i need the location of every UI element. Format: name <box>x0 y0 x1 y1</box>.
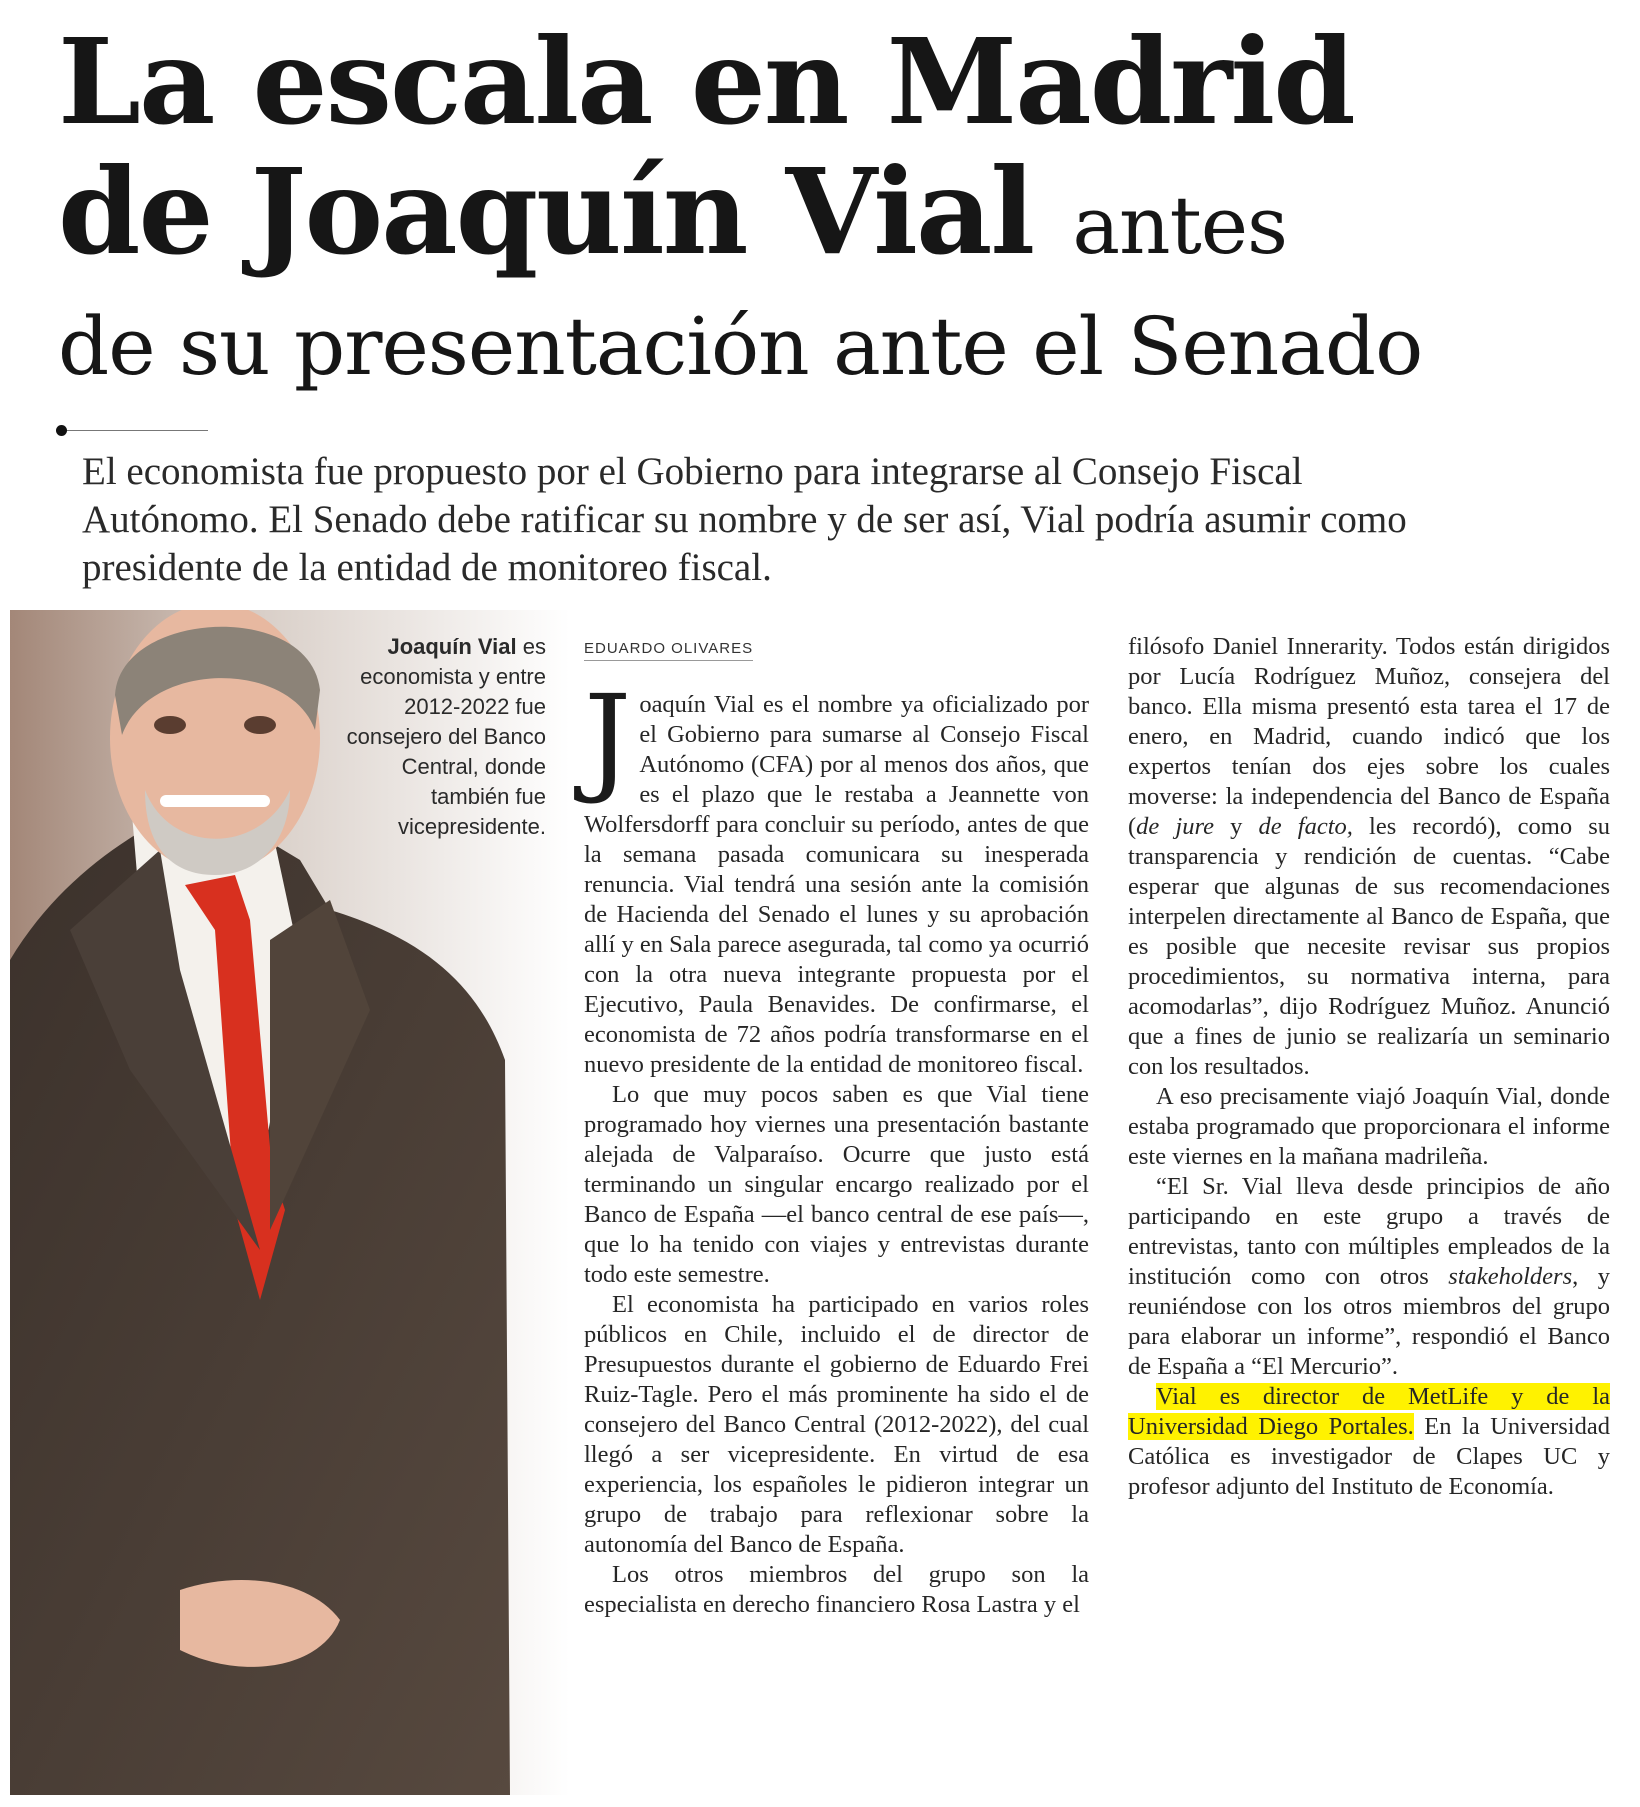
paragraph-text: , y reuniéndose con los otros miembros del grupo para elaborar un informe”, respondió el Banco de España a “El Mercurio”. <box>1128 1263 1611 1380</box>
article-paragraph <box>584 669 1089 1080</box>
article-paragraph <box>1128 632 1610 1082</box>
paragraph-emphasis: de facto, <box>1258 813 1353 840</box>
dropcap: J <box>584 669 632 807</box>
paragraph-emphasis: de jure <box>1136 813 1214 840</box>
paragraph-text: “El Sr. Vial lleva desde principios de año participando en este grupo a través de entrevistas, tanto con múltiples empleados de la institución como con otros <box>1128 1173 1610 1290</box>
deck-bullet-icon <box>56 425 67 436</box>
headline <box>58 12 1538 402</box>
deck-summary: El economista fue propuesto por el Gobierno para integrarse al Consejo Fiscal Autónomo. El Senado debe ratificar su nombre y de ser así, Vial podría asumir como presidente de la entidad de monitoreo fiscal. <box>82 450 1407 589</box>
article-paragraph <box>1128 1382 1610 1502</box>
caption-name: Joaquín Vial <box>387 634 517 659</box>
paragraph-text: oaquín Vial es el nombre ya oficializado por el Gobierno para sumarse al Consejo Fiscal Autónomo (CFA) por al menos dos años, que es el plazo que le restaba a Jeannette von Wolfersdorff para concluir su período, antes de que la semana pasada comunicara su inesperada renuncia. Vial tendrá una sesión ante la comisión de Hacienda del Senado el lunes y su aprobación allí y en Sala parece asegurada, tal como ya ocurrió con la otra nueva integrante propuesta por el Ejecutivo, Paula Benavides. De confirmarse, el economista de 72 años podría transformarse en el nuevo presidente de la entidad de monitoreo fiscal. <box>584 691 1089 1078</box>
article-paragraph <box>1128 1172 1610 1382</box>
highlighted-text: Vial es director de MetLife y de la Universidad Diego Portales. <box>1128 1383 1610 1440</box>
headline-line-2-light: antes <box>1072 179 1288 272</box>
deck-rule <box>58 430 208 431</box>
article-paragraph: El economista ha participado en varios roles públicos en Chile, incluido el de director de Presupuestos durante el gobierno de Eduardo Frei Ruiz-Tagle. Pero el más prominente ha sido el de consejero del Banco Central (2012-2022), del cual llegó a ser vicepresidente. En virtud de esa experiencia, los españoles le pidieron integrar un grupo de trabajo para reflexionar sobre la autonomía del Banco de España. <box>584 1291 1089 1558</box>
paragraph-text: filósofo Daniel Innerarity. Todos están dirigidos por Lucía Rodríguez Muñoz, consejera del banco. Ella misma presentó esta tarea el 17 de enero, en Madrid, cuando indicó que los expertos tenían dos ejes sobre los cuales moverse: la independencia del Banco de España ( <box>1128 633 1610 840</box>
paragraph-emphasis: stakeholders <box>1448 1263 1573 1290</box>
byline: EDUARDO OLIVARES <box>584 640 753 661</box>
photo-caption <box>340 632 546 842</box>
headline-line-1: La escala en Madrid <box>58 12 1354 151</box>
paragraph-text: En la Universidad Católica es investigador de Clapes UC y profesor adjunto del Instituto de Economía. <box>1128 1413 1610 1500</box>
caption-text: es economista y entre 2012-2022 fue consejero del Banco Central, donde también fue vicepresidente. <box>346 634 546 839</box>
headline-line-2-bold: de Joaquín Vial <box>58 142 1034 281</box>
article-paragraph: A eso precisamente viajó Joaquín Vial, donde estaba programado que proporcionara el informe este viernes en la mañana madrileña. <box>1128 1083 1610 1170</box>
article-column-2 <box>1128 632 1610 1502</box>
paragraph-text: y <box>1214 813 1259 840</box>
article-column-1 <box>584 669 1089 1620</box>
article-paragraph: Los otros miembros del grupo son la especialista en derecho financiero Rosa Lastra y el <box>584 1561 1089 1618</box>
headline-line-2 <box>58 142 1538 292</box>
article-paragraph: Lo que muy pocos saben es que Vial tiene programado hoy viernes una presentación bastante alejada de Valparaíso. Ocurre que justo está terminando un singular encargo realizado por el Banco de España —el banco central de ese país—, que lo ha tenido con viajes y entrevistas durante todo este semestre. <box>584 1081 1089 1288</box>
paragraph-text: les recordó), como su transparencia y rendición de cuentas. “Cabe esperar que algunas de sus recomendaciones interpelen directamente al Banco de España, que es posible que necesite revisar sus propios procedimientos, su normativa interna, para acomodarlas”, dijo Rodríguez Muñoz. Anunció que a fines de junio se realizaría un seminario con los resultados. <box>1128 813 1611 1080</box>
headline-line-3: de su presentación ante el Senado <box>58 300 1423 393</box>
